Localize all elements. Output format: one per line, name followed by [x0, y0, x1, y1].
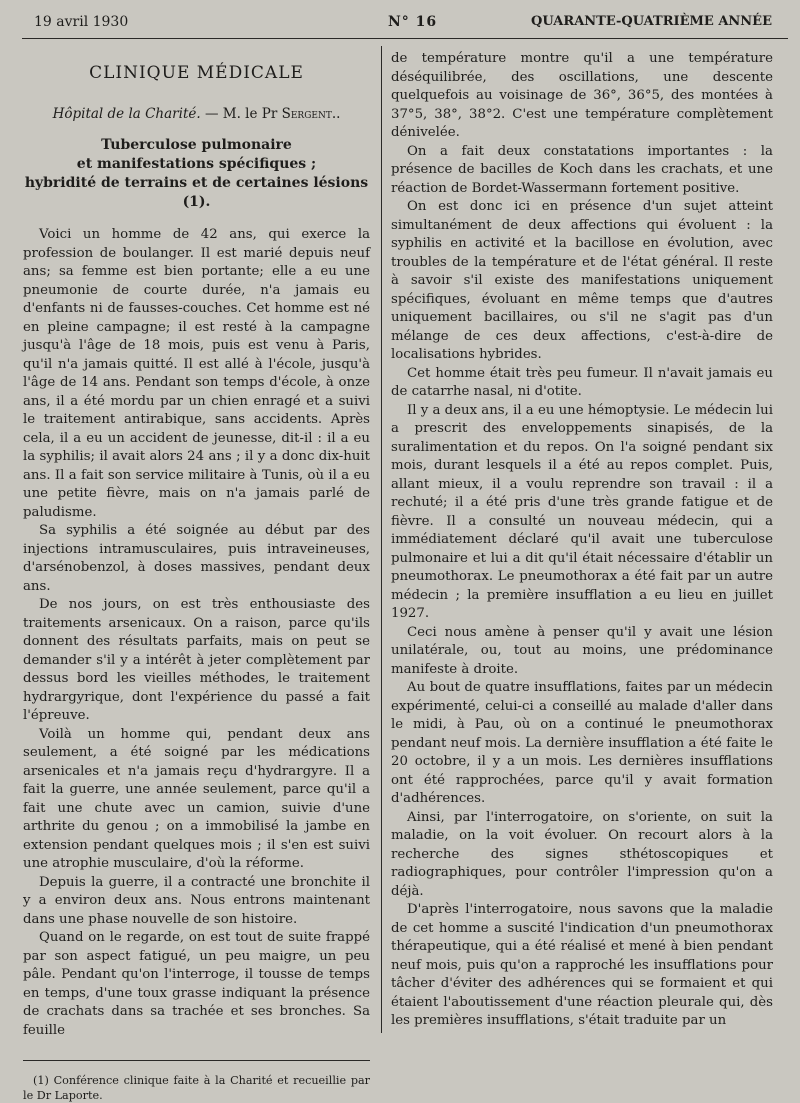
issue-date: 19 avril 1930 [34, 14, 129, 30]
header-rule [22, 38, 788, 39]
paragraph-continuation: de température montre qu'il a une température déséquilibrée, des oscillations, une descente quelquefois au voisinage de 36°, 36°5, des montées à 37°5, 38°, 38°2. C'est une température complètement dénivelée. [391, 51, 773, 140]
paragraph: Depuis la guerre, il a contracté une bronchite il y a environ deux ans. Nous entrons maintenant dans une phase nouvelle de son histoire. [23, 874, 370, 927]
paragraph: De nos jours, on est très enthousiaste des traitements arsenicaux. On a raison, parce qu'ils donnent des résultats parfaits, mais on peut se demander s'il y a intérêt à jeter complètement par dessus bord les vieilles méthodes, le traitement hydrargyrique, dont l'expérience du passé a fait l'épreuve. [23, 597, 370, 723]
hospital-name: Hôpital de la Charité. [52, 105, 201, 122]
paragraph: D'après l'interrogatoire, nous savons que la maladie de cet homme a suscité l'indication d'un pneumothorax thérapeutique, qui a été réalisé et mené à bien pendant neuf mois, puis qu'on a rapproché les insufflations pour tâcher d'éviter des adhérences qui se formaient et qui étaient l'aboutissement d'une réaction pleurale qui, dès les premières insufflations, s'était traduite par un [391, 902, 773, 1028]
paragraph: Cet homme était très peu fumeur. Il n'avait jamais eu de catarrhe nasal, ni d'otite. [391, 365, 773, 399]
lesson-title-line-1: Tuberculose pulmonaire [101, 137, 292, 153]
paragraph: Quand on le regarde, on est tout de suite frappé par son aspect fatigué, un peu maigre, un peu pâle. Pendant qu'on l'interroge, il tousse de temps en temps, d'une toux grasse indiquant la présence de crachats dans sa trachée et ses bronches. Sa feuille [23, 930, 370, 1038]
paragraph: Ainsi, par l'interrogatoire, on s'oriente, on suit la maladie, on la voit évoluer. On recourt alors à la recherche des signes sthétoscopiques et radiographiques, pour contrôler l'impression qu'on a déjà. [391, 809, 773, 899]
page-header [34, 14, 780, 38]
paragraph: Ceci nous amène à penser qu'il y avait une lésion unilatérale, ou, tout au moins, une prédominance manifeste à droite. [391, 624, 773, 677]
professor-prefix: — M. le Pr [204, 105, 278, 122]
hospital-line [23, 105, 370, 124]
paragraph: Au bout de quatre insufflations, faites par un médecin expérimenté, celui-ci a conseillé au malade d'aller dans le midi, à Pau, où on a continué le pneumothorax pendant neuf mois. La dernière insufflation a été faite le 20 octobre, il y a un mois. Les dernières insufflations ont été rapprochées, parce qu'il y avait formation d'adhérences. [391, 680, 773, 806]
footnote-rule [23, 1060, 370, 1061]
lesson-title-line-3: hybridité de terrains et de certaines lésions (1). [24, 175, 369, 210]
left-column [23, 50, 370, 1103]
paragraph: Sa syphilis a été soignée au début par des injections intramusculaires, puis intraveineuses, d'arsénobenzol, à doses massives, pendant deux ans. [23, 523, 370, 594]
lesson-title-line-2: et manifestations spécifiques ; [76, 156, 317, 172]
footnote: (1) Conférence clinique faite à la Charité et recueillie par le Dr Laporte. [23, 1074, 370, 1102]
section-title: CLINIQUE MÉDICALE [89, 63, 304, 83]
paragraph: Voici un homme de 42 ans, qui exerce la profession de boulanger. Il est marié depuis neuf ans; sa femme est bien portante; elle a eu une pneumonie de courte durée, n'a jamais eu d'enfants ni de fausses-couches. Cet homme est né en pleine campagne; il est resté à la campagne jusqu'à l'âge de 18 mois, puis est venu à Paris, qu'il n'a jamais quitté. Il est allé à l'école, jusqu'à l'âge de 14 ans. Pendant son temps d'école, à onze ans, il a été mordu par un chien enragé et a suivi le traitement antirabique, sans accidents. Après cela, il a eu un accident de jeunesse, dit-il : il a eu la syphilis; il avait alors 24 ans ; il y a donc dix-huit ans. Il a fait son service militaire à Tunis, où il a eu une petite fièvre, mais on n'a jamais parlé de paludisme. [23, 227, 370, 520]
paragraph: Voilà un homme qui, pendant deux ans seulement, a été soigné par les médications arsenicales et n'a jamais reçu d'hydrargyre. Il a fait la guerre, une année seulement, parce qu'il a fait une chute avec un camion, suivie d'une arthrite du genou ; on a immobilisé la jambe en extension pendant quelques mois ; il s'en est suivi une atrophie musculaire, d'où la réforme. [23, 726, 370, 871]
lesson-title [23, 136, 370, 212]
paragraph: On est donc ici en présence d'un sujet atteint simultanément de deux affections qui évoluent : la syphilis en activité et la bacillose en évolution, avec troubles de la température et de l'état général. Il reste à savoir s'il existe des manifestations uniquement spécifiques, évoluant en même temps que d'autres uniquement bacillaires, ou s'il ne s'agit pas d'un mélange de ces deux affections, c'est-à-dire de localisations hybrides. [391, 199, 773, 362]
professor-name: Sergent.. [281, 105, 341, 122]
paragraph: Il y a deux ans, il a eu une hémoptysie. Le médecin lui a prescrit des enveloppements sinapisés, de la suralimentation et du repos. On l'a soigné pendant six mois, durant lesquels il a été au repos complet. Puis, allant mieux, il a voulu reprendre son travail : il a rechuté; il a été pris d'une très grande fatigue et de fièvre. Il a consulté un nouveau médecin, qui a immédiatement déclaré qu'il avait une tuberculose pulmonaire et lui a dit qu'il était nécessaire d'établir un pneumothorax. Le pneumothorax a été fait par un autre médecin ; la première insufflation a eu lieu en juillet 1927. [391, 402, 773, 621]
right-column [391, 50, 773, 1031]
issue-number: N° 16 [388, 14, 438, 30]
paragraph: On a fait deux constatations importantes : la présence de bacilles de Koch dans les crachats, et une réaction de Bordet-Wassermann fortement positive. [391, 143, 773, 196]
journal-year: QUARANTE-QUATRIÈME ANNÉE [531, 14, 772, 29]
column-divider [381, 46, 382, 1033]
